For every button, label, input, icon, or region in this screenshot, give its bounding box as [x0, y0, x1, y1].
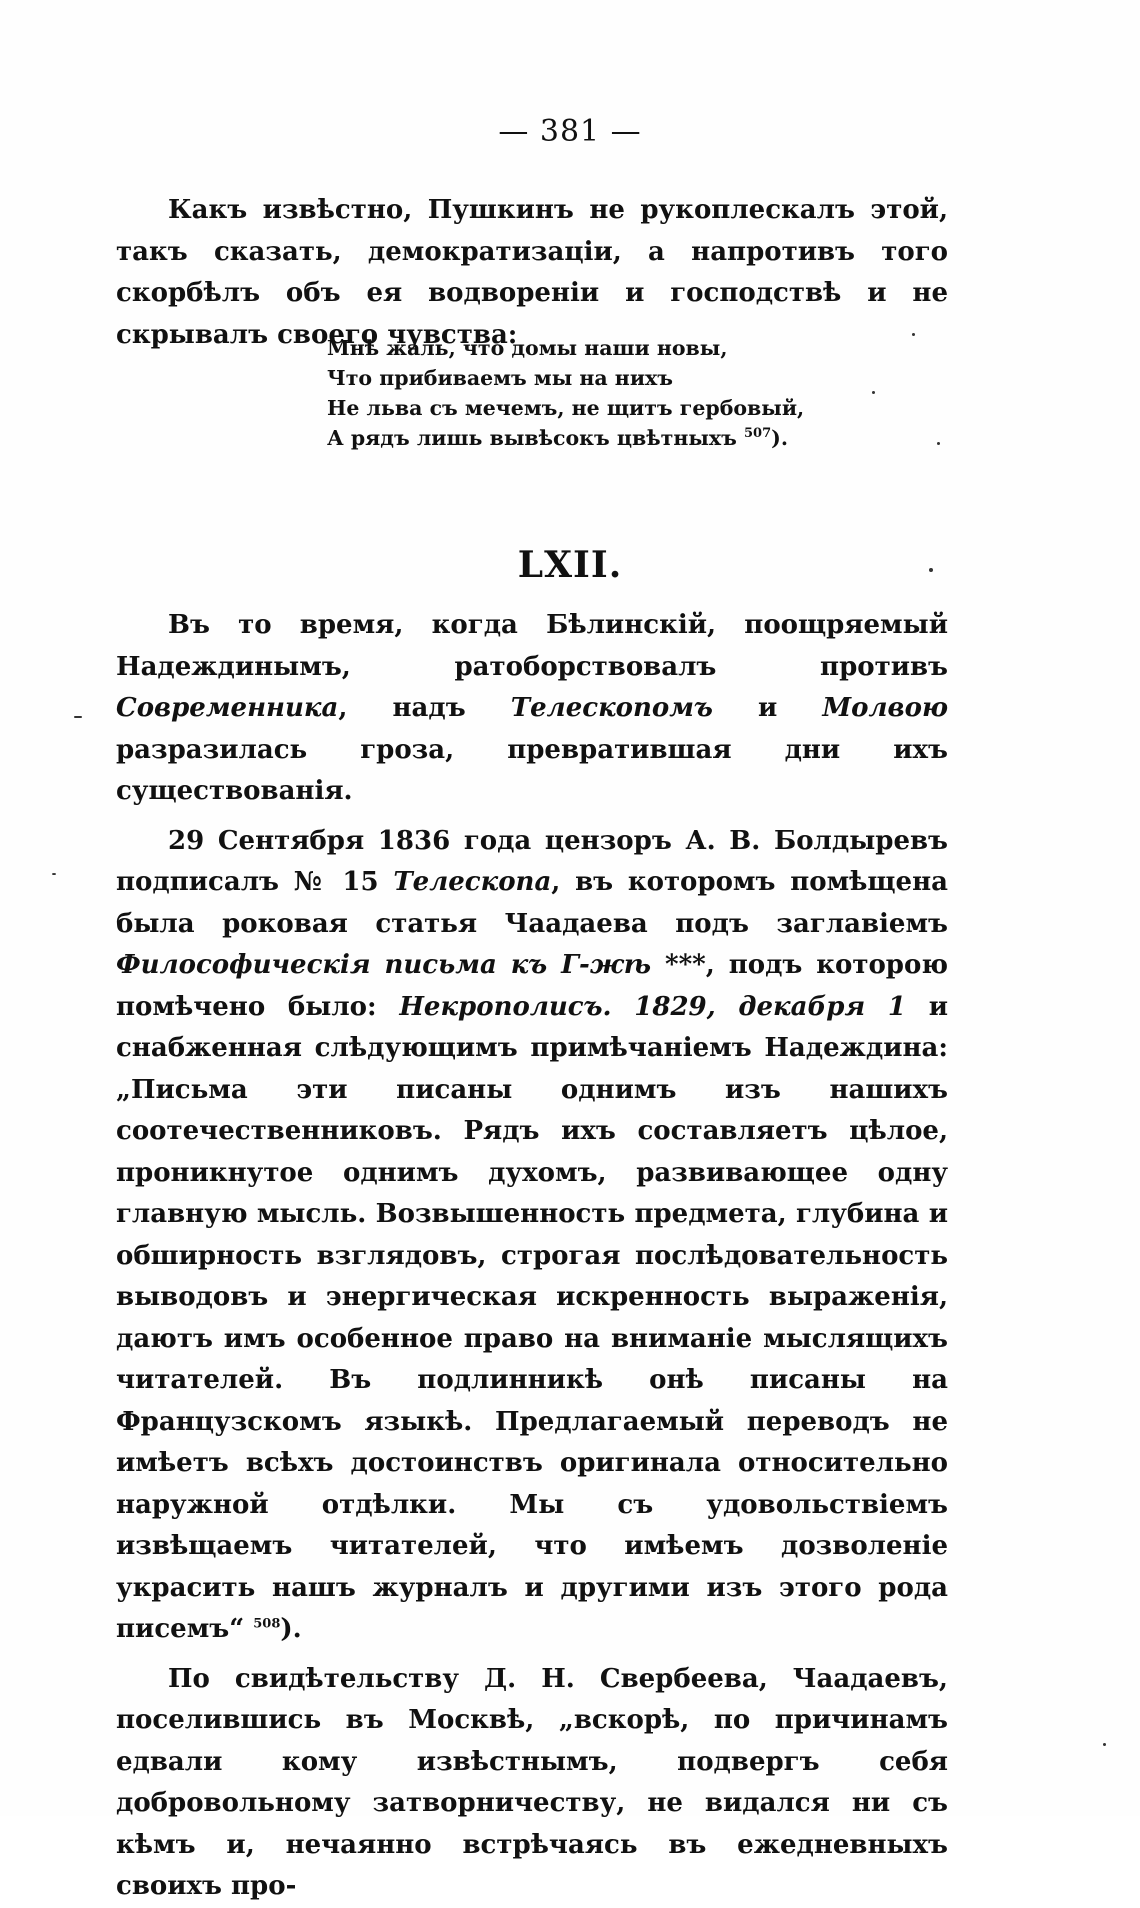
article-title: Философическія письма къ Г-жѣ	[116, 950, 652, 980]
section-body	[116, 605, 948, 1908]
paper-speck	[929, 568, 933, 572]
poem-quote	[327, 333, 804, 453]
journal-title-sovremennik: Современника	[116, 693, 339, 723]
poem-closing-punctuation: ).	[771, 426, 788, 450]
intro-paragraph: Какъ извѣстно, Пушкинъ не рукоплескалъ этой, такъ сказать, демократизаціи, а напротивъ того скорбѣлъ объ ея водвореніи и господствѣ и не скрывалъ своего чувства:	[116, 195, 948, 350]
paper-speck	[52, 873, 56, 875]
footnote-ref-507: 507	[744, 426, 772, 442]
poem-line: Не льва съ мечемъ, не щитъ гербовый,	[327, 396, 805, 420]
text-run: ).	[280, 1614, 302, 1644]
section-paragraph-2	[116, 821, 948, 1651]
text-run: , надъ	[338, 693, 511, 723]
poem-line-text: А рядъ лишь вывѣсокъ цвѣтныхъ	[327, 426, 737, 450]
paper-speck	[872, 391, 875, 394]
poem-line: Мнѣ жаль, что домы наши новы,	[327, 336, 728, 360]
paper-speck	[74, 716, 82, 718]
article-dateline: Некрополисъ. 1829, декабря 1	[399, 991, 906, 1022]
text-run: 29 Сентября 1836 года цензоръ А. В. Болдыревъ подписалъ № 15	[116, 825, 948, 897]
paper-speck	[1103, 1743, 1106, 1746]
paper-speck	[912, 333, 915, 336]
section-paragraph-1	[116, 605, 948, 813]
text-run: и снабженная слѣдующимъ примѣчаніемъ Надеждина: „Письма эти писаны однимъ изъ нашихъ соотечественниковъ. Рядъ ихъ составляетъ цѣлое, проникнутое однимъ духомъ, развивающее одну главную мысль. Возвышенность предмета, глубина и обширность взглядовъ, строгая послѣдовательность выводовъ и энергическая искренность выраженія, даютъ имъ особенное право на вниманіе мыслящихъ читателей. Въ подлинникѣ онѣ писаны на Французскомъ языкѣ. Предлагаемый переводъ не имѣетъ всѣхъ достоинствъ оригинала относительно наружной отдѣлки. Мы съ удовольствіемъ извѣщаемъ читателей, что имѣемъ дозволеніе украсить нашъ журналъ и другими изъ этого рода писемъ“	[116, 991, 948, 1644]
poem-line: Что прибиваемъ мы на нихъ	[327, 366, 673, 390]
text-run: и	[712, 693, 823, 723]
poem-line	[327, 423, 804, 453]
journal-title-molva: Молвою	[822, 693, 948, 723]
intro-paragraph-block	[116, 190, 948, 356]
text-run: ***, подъ которою помѣчено было:	[116, 950, 948, 1022]
page-number: — 381 —	[498, 114, 642, 149]
footnote-ref-508: 508	[253, 1616, 281, 1632]
section-heading: LXII.	[517, 544, 623, 586]
text-run: разразилась гроза, превратившая дни ихъ существованія.	[116, 734, 948, 806]
paper-speck	[937, 442, 940, 445]
journal-title-teleskop: Телескопа	[393, 867, 552, 897]
section-paragraph-3: По свидѣтельству Д. Н. Свербеева, Чаадаевъ, поселившись въ Москвѣ, „вскорѣ, по причинамъ едвали кому извѣстнымъ, подвергъ себя добровольному затворничеству, не видался ни съ кѣмъ и, нечаянно встрѣчаясь въ ежедневныхъ своихъ про-	[116, 1663, 948, 1901]
journal-title-teleskop: Телескопомъ	[510, 693, 713, 723]
text-run: , въ которомъ помѣщена была роковая статья Чаадаева подъ заглавіемъ	[116, 867, 948, 939]
text-run: Въ то время, когда Бѣлинскій, поощряемый Надеждинымъ, ратоборствовалъ противъ	[116, 610, 948, 682]
